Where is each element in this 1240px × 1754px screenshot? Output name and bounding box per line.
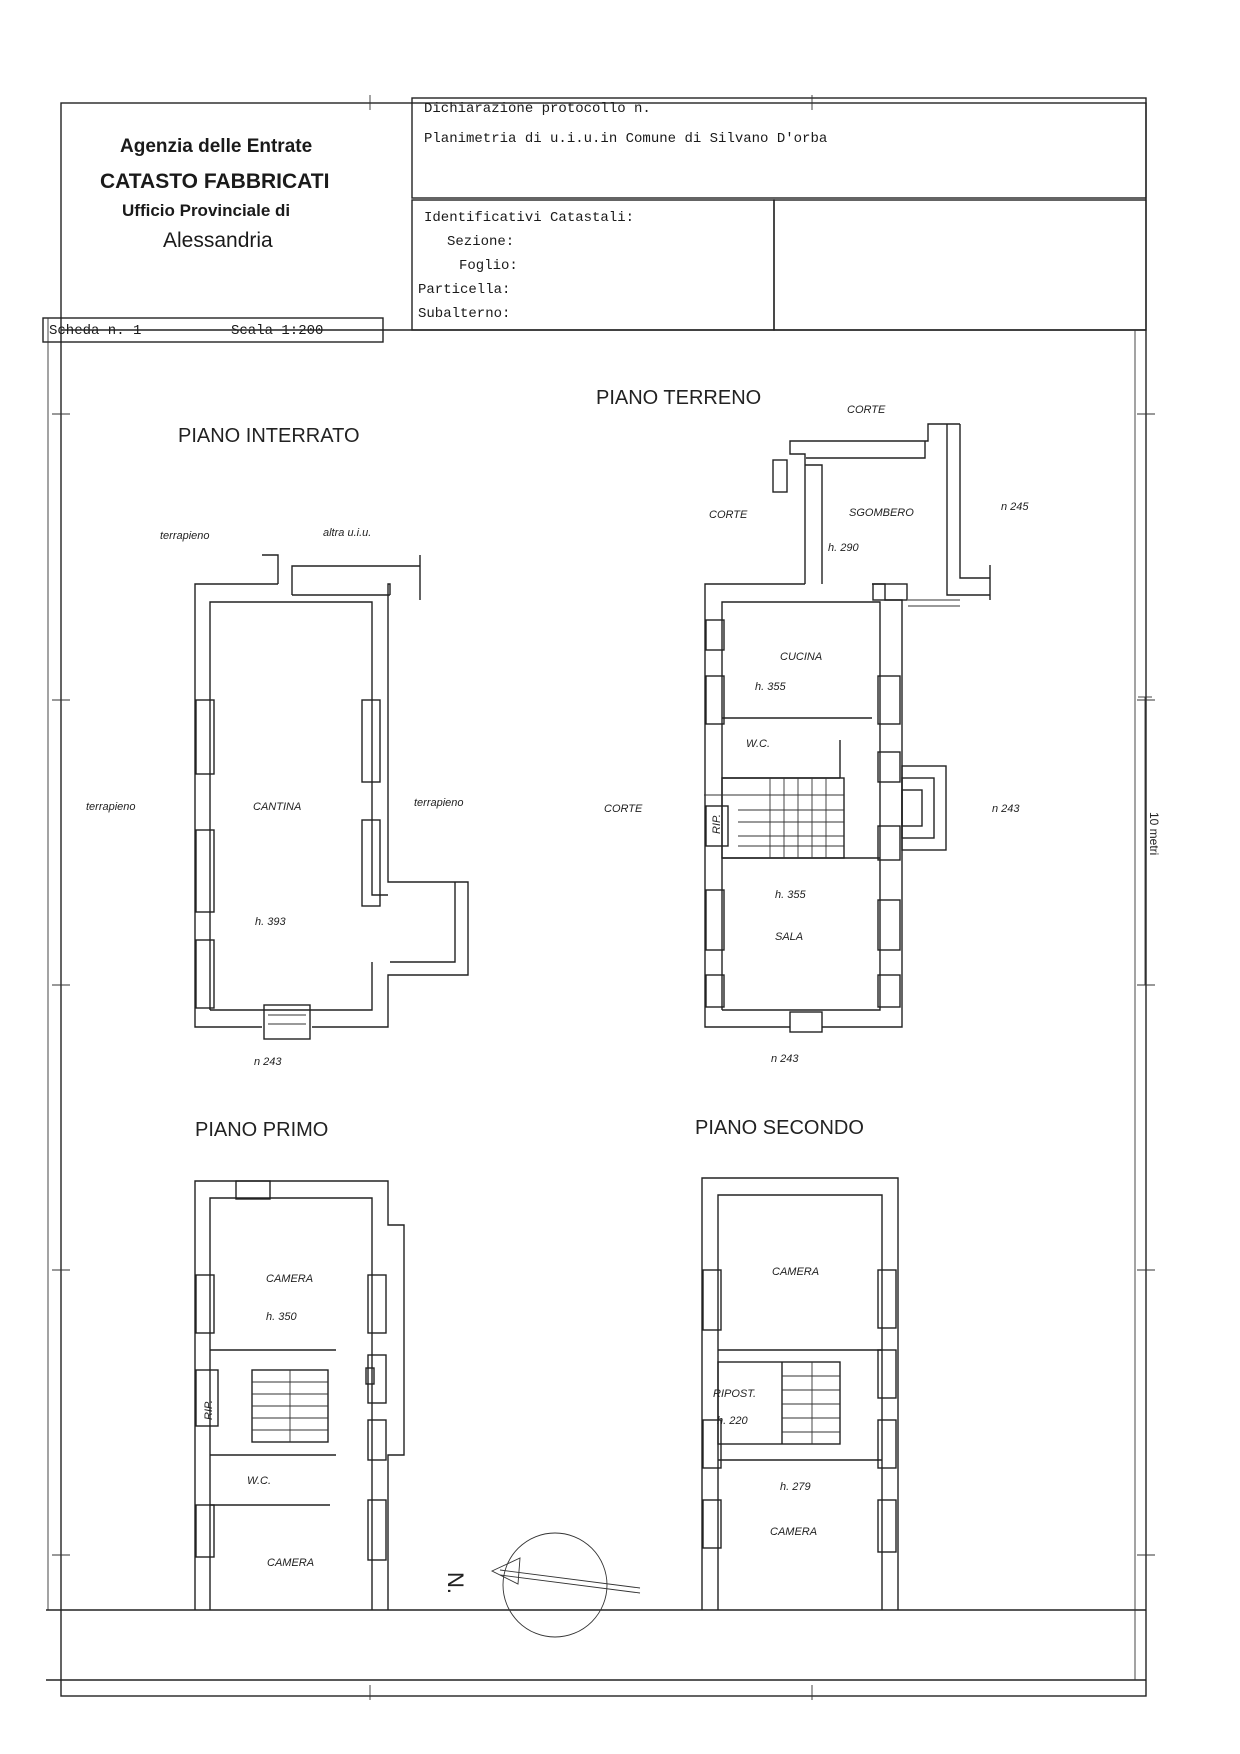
floor-title-primo: PIANO PRIMO — [195, 1119, 329, 1141]
plan-label: Planimetria di u.i.u.in Comune di Silvano D'orba — [424, 131, 828, 147]
floor-plan-secondo — [695, 1117, 898, 1610]
label-h355-cucina: h. 355 — [755, 681, 786, 693]
label-camera-primo-bottom: CAMERA — [267, 1557, 315, 1569]
scala-label: Scala 1:200 — [231, 323, 324, 339]
office-label: Ufficio Provinciale di — [122, 201, 291, 220]
scale-bar-label: 10 metri — [1147, 812, 1161, 856]
label-sgombero: SGOMBERO — [849, 507, 914, 519]
floor-title-secondo: PIANO SECONDO — [695, 1117, 864, 1139]
label-h350: h. 350 — [266, 1311, 297, 1323]
label-rip-terreno: RIP. — [711, 814, 723, 834]
scheda-label: Scheda n. 1 — [49, 323, 142, 339]
floor-title-terreno: PIANO TERRENO — [596, 387, 762, 409]
scale-bar — [1138, 697, 1161, 985]
sezione-label: Sezione: — [447, 234, 515, 250]
label-h393: h. 393 — [255, 916, 286, 928]
foglio-label: Foglio: — [459, 258, 518, 274]
label-h355-sala: h. 355 — [775, 889, 806, 901]
label-h279: h. 279 — [780, 1481, 811, 1493]
label-cucina: CUCINA — [780, 651, 823, 663]
label-wc-primo: W.C. — [247, 1475, 272, 1487]
label-n243-right: n 243 — [992, 803, 1020, 815]
province-name: Alessandria — [163, 229, 273, 252]
label-terrapieno-left: terrapieno — [86, 801, 136, 813]
label-corte-left: CORTE — [604, 803, 643, 815]
label-n245: n 245 — [1001, 501, 1029, 513]
label-rip-primo: RIP. — [203, 1400, 215, 1420]
floor-plan-interrato — [86, 425, 468, 1068]
label-n243-terreno-bottom: n 243 — [771, 1053, 799, 1065]
label-h290: h. 290 — [828, 542, 859, 554]
floor-plan-primo — [195, 1119, 404, 1610]
label-ripost: RIPOST. — [713, 1388, 756, 1400]
label-cantina: CANTINA — [253, 801, 302, 813]
subalterno-label: Subalterno: — [418, 306, 511, 322]
label-camera-secondo-bottom: CAMERA — [770, 1526, 818, 1538]
agency-name: Agenzia delle Entrate — [120, 136, 313, 157]
label-n243-interrato: n 243 — [254, 1056, 282, 1068]
floor-plan-terreno — [596, 387, 1029, 1065]
protocol-label: Dichiarazione protocollo n. — [424, 101, 651, 117]
particella-label: Particella: — [418, 282, 511, 298]
floor-title-interrato: PIANO INTERRATO — [178, 425, 360, 447]
north-arrow — [443, 1533, 640, 1637]
label-corte-top: CORTE — [847, 404, 886, 416]
catasto-title: CATASTO FABBRICATI — [100, 170, 330, 193]
ident-title: Identificativi Catastali: — [424, 210, 635, 226]
north-label: N. — [443, 1572, 468, 1594]
label-wc-terreno: W.C. — [746, 738, 771, 750]
label-corte-left-top: CORTE — [709, 509, 748, 521]
label-terrapieno-right: terrapieno — [414, 797, 464, 809]
label-terrapieno-top: terrapieno — [160, 530, 210, 542]
label-altra-uiu: altra u.i.u. — [323, 527, 372, 539]
label-camera-secondo-top: CAMERA — [772, 1266, 820, 1278]
label-h220: h. 220 — [717, 1415, 748, 1427]
label-sala: SALA — [775, 931, 804, 943]
label-camera-primo-top: CAMERA — [266, 1273, 314, 1285]
